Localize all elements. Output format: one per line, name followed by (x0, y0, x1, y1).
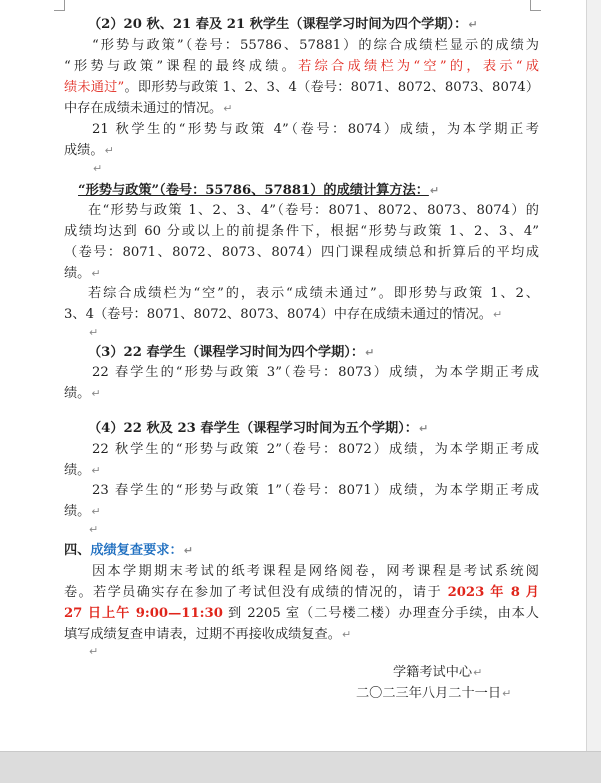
review-line1: 因本学期期末考试的纸考课程是网络阅卷，网考课程是考试系统阅 (92, 564, 539, 579)
s2-para1-line4: 中存在成绩未通过的情况。↵ (64, 101, 233, 116)
calc-method-title: “形势与政策”（卷号：55786、57881）的成绩计算方法：↵ (78, 183, 440, 198)
review-line4: 填写成绩复查申请表，过期不再接收成绩复查。↵ (64, 627, 352, 642)
s3-para-line1: 22 春学生的“形势与政策 3”（卷号：8073）成绩，为本学期正考成 (92, 365, 539, 380)
s2-para1-line3: 绩未通过”。即形势与政策 1、2、3、4（卷号：8071、8072、8073、8074） (64, 80, 540, 95)
signature-date: 二〇二三年八月二十一日↵ (356, 686, 512, 701)
calc-para1-line2: 成绩均达到 60 分或以上的前提条件下，根据“形势与政策 1、2、3、4” (64, 224, 539, 239)
crop-mark-top-right (530, 0, 541, 11)
s2-para2-line2: 成绩。↵ (64, 143, 114, 158)
s4-para2-line2: 绩。↵ (64, 504, 101, 519)
crop-mark-top-left (54, 0, 65, 11)
empty-paragraph: ↵ (89, 326, 99, 339)
empty-paragraph: ↵ (89, 645, 99, 658)
calc-para1-line4: 绩。↵ (64, 266, 101, 281)
review-line3: 27 日上午 9:00—11:30 到 2205 室（二号楼二楼）办理查分手续，由本人 (64, 606, 539, 621)
calc-para2-line2: 3、4（卷号：8071、8072、8073、8074）中存在成绩未通过的情况。↵ (64, 307, 503, 322)
vertical-scrollbar[interactable] (586, 0, 601, 751)
section-4-heading: （4）22 秋及 23 春学生（课程学习时间为五个学期）：↵ (88, 421, 429, 436)
calc-para1-line3: （卷号：8071、8072、8073、8074）四门课程成绩总和折算后的平均成 (64, 245, 539, 260)
s4-para1-line2: 绩。↵ (64, 463, 101, 478)
section-review-heading: 四、成绩复查要求：↵ (64, 543, 193, 558)
s2-para1-line1: “形势与政策”（卷号：55786、57881）的综合成绩栏显示的成绩为 (92, 38, 539, 53)
review-line2: 卷。若学员确实存在参加了考试但没有成绩的情况的，请于 2023 年 8 月 (64, 585, 539, 600)
calc-para1-line1: 在“形势与政策 1、2、3、4”（卷号：8071、8072、8073、8074）的 (88, 203, 539, 218)
s2-para2-line1: 21 秋学生的“形势与政策 4”（卷号：8074）成绩，为本学期正考 (92, 122, 539, 137)
s2-para1-line2: “形势与政策”课程的最终成绩。若综合成绩栏为“空”的，表示“成 (64, 59, 539, 74)
signature-org: 学籍考试中心↵ (393, 665, 483, 680)
calc-para2-line1: 若综合成绩栏为“空”的，表示“成绩未通过”。即形势与政策 1、2、 (88, 286, 539, 301)
empty-paragraph: ↵ (89, 523, 99, 536)
section-3-heading: （3）22 春学生（课程学习时间为四个学期）：↵ (88, 345, 375, 360)
section-2-heading: （2）20 秋、21 春及 21 秋学生（课程学习时间为四个学期）：↵ (88, 17, 478, 32)
empty-paragraph: ↵ (93, 162, 103, 175)
window-bottom-bar (0, 751, 601, 783)
s3-para-line2: 绩。↵ (64, 386, 101, 401)
s4-para1-line1: 22 秋学生的“形势与政策 2”（卷号：8072）成绩，为本学期正考成 (92, 442, 539, 457)
s4-para2-line1: 23 春学生的“形势与政策 1”（卷号：8071）成绩，为本学期正考成 (92, 483, 539, 498)
